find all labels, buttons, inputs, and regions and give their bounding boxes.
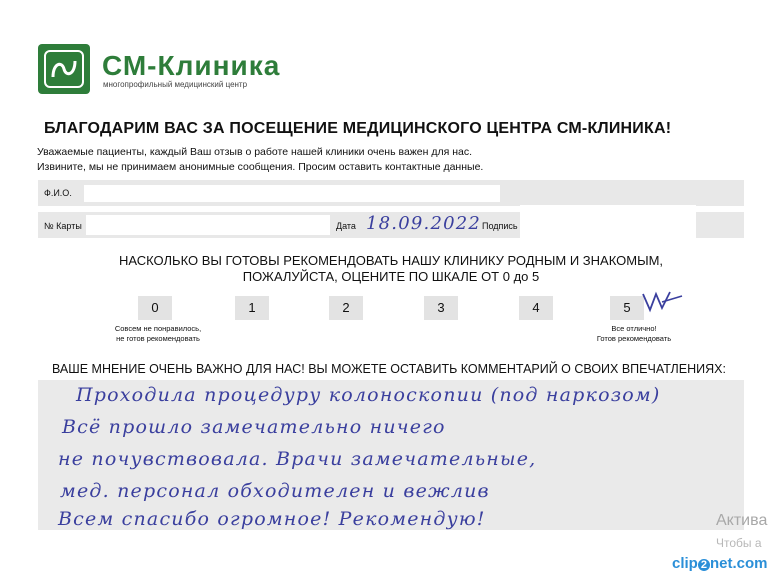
signature-field[interactable] bbox=[520, 205, 696, 239]
card-label: № Карты bbox=[44, 221, 82, 231]
intro-line-1: Уважаемые пациенты, каждый Ваш отзыв о работе нашей клиники очень важен для нас. bbox=[37, 146, 473, 158]
clip2net-watermark: clip 2 net.com bbox=[672, 555, 768, 572]
comment-line-1: Проходила процедуру колоноскопии (под наркозом) bbox=[76, 384, 661, 406]
intro-line-2: Извините, мы не принимаем анонимные сообщения. Просим оставить контактные данные. bbox=[37, 161, 484, 173]
recommend-question-line-2: ПОЖАЛУЙСТА, ОЦЕНИТЕ ПО ШКАЛЕ ОТ 0 до 5 bbox=[242, 269, 540, 284]
low-score-caption: Совсем не понравилось, не готов рекомендовать bbox=[114, 324, 202, 343]
card-field[interactable] bbox=[86, 215, 330, 235]
comment-line-3: не почувствовала. Врачи замечательные, bbox=[58, 448, 537, 470]
name-label: Ф.И.О. bbox=[44, 188, 72, 198]
logo-title: СМ-Клиника bbox=[102, 50, 281, 81]
clinic-logo-icon bbox=[38, 44, 90, 94]
score-0[interactable]: 0 bbox=[138, 296, 172, 320]
comment-line-5: Всем спасибо огромное! Рекомендую! bbox=[58, 508, 486, 530]
logo-subtitle: многопрофильный медицинский центр bbox=[103, 80, 248, 89]
recommend-question-line-1: НАСКОЛЬКО ВЫ ГОТОВЫ РЕКОМЕНДОВАТЬ НАШУ КЛИНИКУ РОДНЫМ И ЗНАКОМЫМ, bbox=[118, 253, 664, 268]
comment-line-4: мед. персонал обходителен и вежлив bbox=[60, 480, 490, 502]
score-3[interactable]: 3 bbox=[424, 296, 458, 320]
signature-label: Подпись bbox=[482, 221, 518, 231]
date-label: Дата bbox=[336, 221, 356, 231]
high-score-caption: Все отлично! Готов рекомендовать bbox=[596, 324, 672, 343]
selected-check-icon bbox=[640, 288, 684, 316]
score-2[interactable]: 2 bbox=[329, 296, 363, 320]
activation-watermark: Актива bbox=[716, 512, 768, 529]
page-title: БЛАГОДАРИМ ВАС ЗА ПОСЕЩЕНИЕ МЕДИЦИНСКОГО ЦЕНТРА СМ-КЛИНИКА! bbox=[44, 120, 672, 137]
comment-question: ВАШЕ МНЕНИЕ ОЧЕНЬ ВАЖНО ДЛЯ НАС! ВЫ МОЖЕТЕ ОСТАВИТЬ КОММЕНТАРИЙ О СВОИХ ВПЕЧАТЛЕНИЯХ: bbox=[52, 362, 726, 376]
name-redaction bbox=[84, 185, 500, 202]
score-5[interactable]: 5 bbox=[610, 296, 644, 320]
date-field[interactable]: 18.09.2022 bbox=[366, 213, 482, 234]
score-1[interactable]: 1 bbox=[235, 296, 269, 320]
comment-line-2: Всё прошло замечательно ничего bbox=[62, 416, 446, 438]
score-4[interactable]: 4 bbox=[519, 296, 553, 320]
activation-watermark-sub: Чтобы а bbox=[716, 536, 762, 550]
